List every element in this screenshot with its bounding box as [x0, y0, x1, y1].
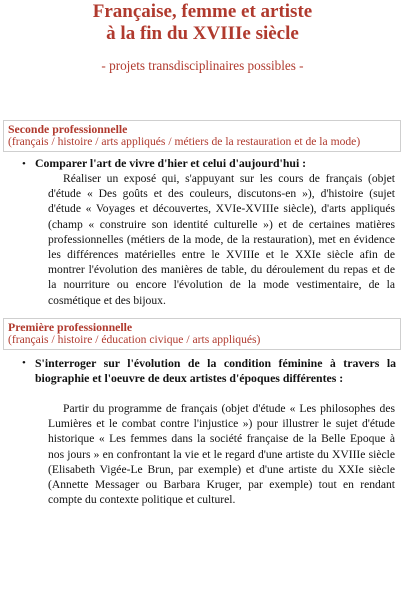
section-premiere-title: Première professionnelle — [8, 320, 133, 334]
bullet-icon: • — [22, 158, 26, 170]
section-seconde-subjects: (français / histoire / arts appliqués / métiers de la restauration et de la mode) — [8, 135, 361, 148]
page-subtitle: - projets transdisciplinaires possibles - — [101, 58, 304, 73]
section-seconde-header-box — [3, 120, 401, 152]
page-title-line-2: à la fin du XVIIIe siècle — [106, 23, 299, 44]
section-seconde-body: Réaliser un exposé qui, s'appuyant sur les cours de français (objet d'étude « Des goûts et des couleurs, discutons-en »), d'histoire (sujet d'étude « Voyages et découvertes, XVIe-XVIIIe siècle), d'arts appliqués (champ « construire son identité culturelle ») et de certaines matières professionnelles (métiers de la mode, de la restauration), met en évidence les différences matérielles entre le XVIIIe et le XXIe siècle afin de montrer l'évolution des manières de table, du déroulement du repas et de la nourriture ou encore l'évolution de la mode vestimentaire, de la cosmétique et des bijoux. — [48, 172, 395, 307]
section-premiere-header-box — [3, 318, 401, 350]
section-seconde-heading: Comparer l'art de vivre d'hier et celui d'aujourd'hui : — [35, 156, 307, 170]
bullet-icon: • — [22, 357, 26, 369]
section-premiere-subjects: (français / histoire / éducation civique / arts appliqués) — [8, 333, 261, 346]
page-title-line-1: Française, femme et artiste — [92, 1, 313, 22]
section-seconde-title: Seconde professionnelle — [8, 122, 128, 136]
section-premiere-body: Partir du programme de français (objet d'étude « Les philosophes des Lumières et le combat contre l'injustice ») pour illustrer le sujet d'étude historique « Les femmes dans la société française de la Belle Epoque à nos jours » en confrontant la vie et le regard d'une artiste du XVIIIe siècle (Elisabeth Vigée-Le Brun, par exemple) et d'une artiste du XXIe siècle (Annette Messager ou Barbara Kruger, par exemple) tout en rendant compte du contexte politique et culturel. — [48, 402, 395, 507]
section-premiere-heading: S'interroger sur l'évolution de la condition féminine à travers la biographie et l'oeuvre de deux artistes d'époques différentes : — [35, 356, 396, 385]
